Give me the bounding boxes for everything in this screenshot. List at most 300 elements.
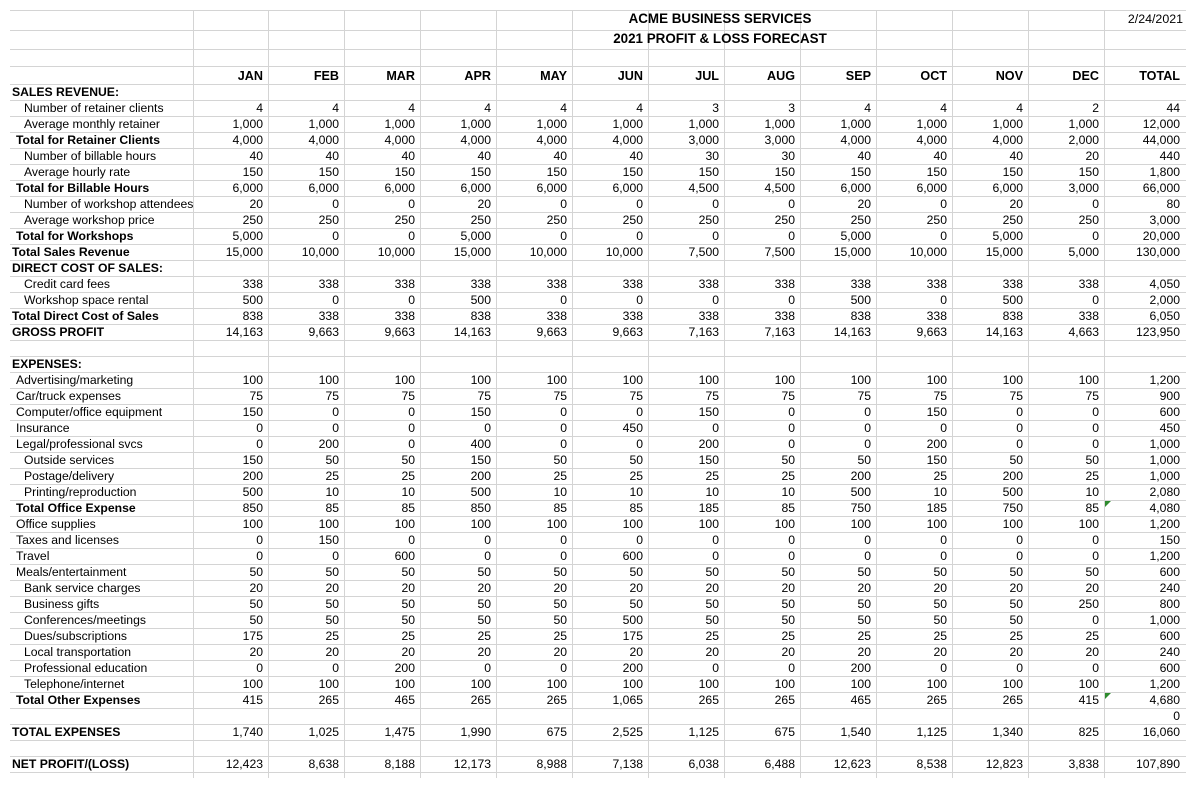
row-label[interactable]: Dues/subscriptions bbox=[24, 629, 127, 643]
value-cell[interactable]: 100 bbox=[1002, 373, 1023, 387]
value-cell[interactable]: 0 bbox=[712, 229, 719, 243]
value-cell[interactable]: 150 bbox=[774, 165, 795, 179]
value-cell[interactable]: 500 bbox=[1002, 293, 1023, 307]
value-cell[interactable]: 20 bbox=[1085, 581, 1099, 595]
value-cell[interactable]: 1,000 bbox=[764, 117, 795, 131]
value-cell[interactable]: 338 bbox=[470, 277, 491, 291]
value-cell[interactable]: 0 bbox=[636, 405, 643, 419]
row-label[interactable]: Total for Retainer Clients bbox=[16, 133, 161, 147]
value-cell[interactable]: 0 bbox=[864, 549, 871, 563]
value-cell[interactable]: 10 bbox=[933, 485, 947, 499]
value-cell[interactable]: 50 bbox=[249, 565, 263, 579]
report-date[interactable]: 2/24/2021 bbox=[1127, 12, 1183, 26]
value-cell[interactable]: 100 bbox=[622, 373, 643, 387]
value-cell[interactable]: 6,050 bbox=[1149, 309, 1180, 323]
value-cell[interactable]: 10 bbox=[553, 485, 567, 499]
column-header-jul[interactable]: JUL bbox=[695, 69, 719, 83]
row-label[interactable]: Computer/office equipment bbox=[16, 405, 163, 419]
row-label[interactable]: Office supplies bbox=[16, 517, 96, 531]
value-cell[interactable]: 500 bbox=[622, 613, 643, 627]
value-cell[interactable]: 9,663 bbox=[536, 325, 567, 339]
value-cell[interactable]: 8,188 bbox=[384, 757, 415, 771]
value-cell[interactable]: 20 bbox=[933, 645, 947, 659]
value-cell[interactable]: 338 bbox=[698, 277, 719, 291]
value-cell[interactable]: 100 bbox=[850, 373, 871, 387]
value-cell[interactable]: 6,038 bbox=[688, 757, 719, 771]
value-cell[interactable]: 100 bbox=[242, 517, 263, 531]
value-cell[interactable]: 150 bbox=[698, 165, 719, 179]
value-cell[interactable]: 4 bbox=[940, 101, 947, 115]
value-cell[interactable]: 600 bbox=[622, 549, 643, 563]
value-cell[interactable]: 12,423 bbox=[225, 757, 263, 771]
value-cell[interactable]: 1,000 bbox=[1068, 117, 1099, 131]
value-cell[interactable]: 10 bbox=[705, 485, 719, 499]
value-cell[interactable]: 40 bbox=[857, 149, 871, 163]
value-cell[interactable]: 20 bbox=[1085, 645, 1099, 659]
value-cell[interactable]: 20 bbox=[1009, 581, 1023, 595]
value-cell[interactable]: 50 bbox=[325, 565, 339, 579]
value-cell[interactable]: 838 bbox=[470, 309, 491, 323]
row-label[interactable]: Telephone/internet bbox=[24, 677, 125, 691]
value-cell[interactable]: 25 bbox=[705, 629, 719, 643]
value-cell[interactable]: 0 bbox=[636, 293, 643, 307]
value-cell[interactable]: 200 bbox=[698, 437, 719, 451]
value-cell[interactable]: 3,000 bbox=[1149, 213, 1180, 227]
value-cell[interactable]: 250 bbox=[622, 213, 643, 227]
value-cell[interactable]: 150 bbox=[698, 405, 719, 419]
value-cell[interactable]: 4,000 bbox=[916, 133, 947, 147]
value-cell[interactable]: 75 bbox=[1009, 389, 1023, 403]
value-cell[interactable]: 100 bbox=[1002, 677, 1023, 691]
value-cell[interactable]: 465 bbox=[394, 693, 415, 707]
value-cell[interactable]: 20 bbox=[553, 645, 567, 659]
value-cell[interactable]: 14,163 bbox=[985, 325, 1023, 339]
value-cell[interactable]: 0 bbox=[1092, 549, 1099, 563]
value-cell[interactable]: 0 bbox=[1092, 661, 1099, 675]
value-cell[interactable]: 1,000 bbox=[1149, 469, 1180, 483]
value-cell[interactable]: 4,000 bbox=[308, 133, 339, 147]
value-cell[interactable]: 265 bbox=[1002, 693, 1023, 707]
value-cell[interactable]: 0 bbox=[1016, 405, 1023, 419]
value-cell[interactable]: 25 bbox=[1085, 469, 1099, 483]
row-label[interactable]: Total Office Expense bbox=[16, 501, 136, 515]
value-cell[interactable]: 250 bbox=[242, 213, 263, 227]
value-cell[interactable]: 50 bbox=[629, 597, 643, 611]
value-cell[interactable]: 338 bbox=[318, 309, 339, 323]
value-cell[interactable]: 9,663 bbox=[384, 325, 415, 339]
value-cell[interactable]: 6,000 bbox=[612, 181, 643, 195]
value-cell[interactable]: 150 bbox=[850, 165, 871, 179]
value-cell[interactable]: 20 bbox=[401, 645, 415, 659]
value-cell[interactable]: 85 bbox=[401, 501, 415, 515]
value-cell[interactable]: 1,200 bbox=[1149, 517, 1180, 531]
value-cell[interactable]: 0 bbox=[408, 197, 415, 211]
value-cell[interactable]: 675 bbox=[774, 725, 795, 739]
value-cell[interactable]: 150 bbox=[926, 405, 947, 419]
value-cell[interactable]: 0 bbox=[408, 293, 415, 307]
value-cell[interactable]: 10,000 bbox=[605, 245, 643, 259]
value-cell[interactable]: 20 bbox=[781, 645, 795, 659]
value-cell[interactable]: 100 bbox=[1002, 517, 1023, 531]
value-cell[interactable]: 0 bbox=[408, 437, 415, 451]
row-label[interactable]: NET PROFIT/(LOSS) bbox=[12, 757, 130, 771]
value-cell[interactable]: 100 bbox=[394, 677, 415, 691]
value-cell[interactable]: 50 bbox=[401, 453, 415, 467]
value-cell[interactable]: 7,163 bbox=[764, 325, 795, 339]
value-cell[interactable]: 15,000 bbox=[225, 245, 263, 259]
value-cell[interactable]: 14,163 bbox=[225, 325, 263, 339]
row-label[interactable]: Travel bbox=[16, 549, 50, 563]
value-cell[interactable]: 2,000 bbox=[1068, 133, 1099, 147]
value-cell[interactable]: 6,000 bbox=[460, 181, 491, 195]
value-cell[interactable]: 20 bbox=[477, 581, 491, 595]
value-cell[interactable]: 150 bbox=[242, 405, 263, 419]
value-cell[interactable]: 500 bbox=[850, 293, 871, 307]
value-cell[interactable]: 50 bbox=[1009, 597, 1023, 611]
value-cell[interactable]: 5,000 bbox=[232, 229, 263, 243]
value-cell[interactable]: 50 bbox=[857, 597, 871, 611]
value-cell[interactable]: 7,500 bbox=[764, 245, 795, 259]
value-cell[interactable]: 9,663 bbox=[308, 325, 339, 339]
value-cell[interactable]: 50 bbox=[249, 597, 263, 611]
row-label[interactable]: Average monthly retainer bbox=[24, 117, 160, 131]
value-cell[interactable]: 0 bbox=[712, 661, 719, 675]
value-cell[interactable]: 100 bbox=[394, 373, 415, 387]
value-cell[interactable]: 6,000 bbox=[536, 181, 567, 195]
value-cell[interactable]: 338 bbox=[774, 309, 795, 323]
value-cell[interactable]: 500 bbox=[470, 293, 491, 307]
value-cell[interactable]: 0 bbox=[560, 421, 567, 435]
value-cell[interactable]: 1,000 bbox=[460, 117, 491, 131]
value-cell[interactable]: 150 bbox=[926, 165, 947, 179]
value-cell[interactable]: 838 bbox=[1002, 309, 1023, 323]
value-cell[interactable]: 15,000 bbox=[985, 245, 1023, 259]
value-cell[interactable]: 75 bbox=[477, 389, 491, 403]
value-cell[interactable]: 1,000 bbox=[688, 117, 719, 131]
value-cell[interactable]: 44,000 bbox=[1142, 133, 1180, 147]
value-cell[interactable]: 100 bbox=[1078, 373, 1099, 387]
value-cell[interactable]: 6,000 bbox=[992, 181, 1023, 195]
row-label[interactable]: Conferences/meetings bbox=[24, 613, 146, 627]
value-cell[interactable]: 50 bbox=[1085, 453, 1099, 467]
value-cell[interactable]: 6,000 bbox=[232, 181, 263, 195]
value-cell[interactable]: 10 bbox=[629, 485, 643, 499]
value-cell[interactable]: 50 bbox=[629, 453, 643, 467]
value-cell[interactable]: 12,000 bbox=[1142, 117, 1180, 131]
value-cell[interactable]: 50 bbox=[553, 453, 567, 467]
value-cell[interactable]: 1,000 bbox=[612, 117, 643, 131]
value-cell[interactable]: 100 bbox=[470, 373, 491, 387]
value-cell[interactable]: 675 bbox=[546, 725, 567, 739]
value-cell[interactable]: 0 bbox=[788, 437, 795, 451]
value-cell[interactable]: 100 bbox=[926, 373, 947, 387]
value-cell[interactable]: 0 bbox=[1092, 533, 1099, 547]
value-cell[interactable]: 0 bbox=[332, 197, 339, 211]
value-cell[interactable]: 338 bbox=[546, 277, 567, 291]
value-cell[interactable]: 7,163 bbox=[688, 325, 719, 339]
value-cell[interactable]: 0 bbox=[940, 229, 947, 243]
value-cell[interactable]: 6,000 bbox=[916, 181, 947, 195]
row-label[interactable]: Number of workshop attendees bbox=[24, 197, 194, 211]
value-cell[interactable]: 1,025 bbox=[308, 725, 339, 739]
value-cell[interactable]: 0 bbox=[940, 293, 947, 307]
value-cell[interactable]: 50 bbox=[933, 565, 947, 579]
value-cell[interactable]: 250 bbox=[546, 213, 567, 227]
column-header-sep[interactable]: SEP bbox=[845, 69, 871, 83]
value-cell[interactable]: 20 bbox=[1085, 149, 1099, 163]
value-cell[interactable]: 40 bbox=[629, 149, 643, 163]
value-cell[interactable]: 600 bbox=[394, 549, 415, 563]
value-cell[interactable]: 338 bbox=[622, 309, 643, 323]
value-cell[interactable]: 20 bbox=[857, 645, 871, 659]
value-cell[interactable]: 4,000 bbox=[536, 133, 567, 147]
value-cell[interactable]: 100 bbox=[774, 677, 795, 691]
column-header-feb[interactable]: FEB bbox=[313, 69, 339, 83]
value-cell[interactable]: 50 bbox=[401, 597, 415, 611]
row-label[interactable]: Credit card fees bbox=[24, 277, 111, 291]
value-cell[interactable]: 265 bbox=[318, 693, 339, 707]
value-cell[interactable]: 40 bbox=[477, 149, 491, 163]
value-cell[interactable]: 50 bbox=[553, 597, 567, 611]
value-cell[interactable]: 25 bbox=[325, 629, 339, 643]
value-cell[interactable]: 100 bbox=[318, 677, 339, 691]
value-cell[interactable]: 1,000 bbox=[308, 117, 339, 131]
value-cell[interactable]: 0 bbox=[864, 437, 871, 451]
value-cell[interactable]: 100 bbox=[774, 373, 795, 387]
row-label[interactable]: Printing/reproduction bbox=[24, 485, 137, 499]
value-cell[interactable]: 4,000 bbox=[992, 133, 1023, 147]
value-cell[interactable]: 4,680 bbox=[1149, 693, 1180, 707]
value-cell[interactable]: 0 bbox=[940, 197, 947, 211]
row-label[interactable]: Average workshop price bbox=[24, 213, 155, 227]
column-header-aug[interactable]: AUG bbox=[767, 69, 795, 83]
value-cell[interactable]: 5,000 bbox=[1068, 245, 1099, 259]
value-cell[interactable]: 75 bbox=[857, 389, 871, 403]
value-cell[interactable]: 50 bbox=[705, 597, 719, 611]
value-cell[interactable]: 4 bbox=[332, 101, 339, 115]
value-cell[interactable]: 50 bbox=[781, 453, 795, 467]
value-cell[interactable]: 100 bbox=[622, 517, 643, 531]
value-cell[interactable]: 10 bbox=[401, 485, 415, 499]
value-cell[interactable]: 150 bbox=[470, 453, 491, 467]
value-cell[interactable]: 1,000 bbox=[1149, 437, 1180, 451]
value-cell[interactable]: 7,138 bbox=[612, 757, 643, 771]
value-cell[interactable]: 1,000 bbox=[1149, 613, 1180, 627]
column-header-oct[interactable]: OCT bbox=[920, 69, 947, 83]
value-cell[interactable]: 100 bbox=[318, 517, 339, 531]
value-cell[interactable]: 500 bbox=[1002, 485, 1023, 499]
value-cell[interactable]: 4,000 bbox=[232, 133, 263, 147]
value-cell[interactable]: 6,000 bbox=[308, 181, 339, 195]
value-cell[interactable]: 465 bbox=[850, 693, 871, 707]
value-cell[interactable]: 15,000 bbox=[453, 245, 491, 259]
value-cell[interactable]: 600 bbox=[1159, 405, 1180, 419]
value-cell[interactable]: 20 bbox=[629, 581, 643, 595]
value-cell[interactable]: 40 bbox=[325, 149, 339, 163]
row-label[interactable]: Total Sales Revenue bbox=[12, 245, 130, 259]
value-cell[interactable]: 0 bbox=[484, 421, 491, 435]
value-cell[interactable]: 25 bbox=[477, 629, 491, 643]
value-cell[interactable]: 0 bbox=[332, 661, 339, 675]
value-cell[interactable]: 0 bbox=[1092, 613, 1099, 627]
value-cell[interactable]: 850 bbox=[470, 501, 491, 515]
value-cell[interactable]: 20 bbox=[249, 581, 263, 595]
value-cell[interactable]: 0 bbox=[332, 229, 339, 243]
value-cell[interactable]: 50 bbox=[705, 565, 719, 579]
value-cell[interactable]: 338 bbox=[1078, 309, 1099, 323]
value-cell[interactable]: 338 bbox=[774, 277, 795, 291]
value-cell[interactable]: 265 bbox=[698, 693, 719, 707]
value-cell[interactable]: 500 bbox=[850, 485, 871, 499]
row-label[interactable]: SALES REVENUE: bbox=[12, 85, 119, 99]
value-cell[interactable]: 20 bbox=[325, 645, 339, 659]
value-cell[interactable]: 200 bbox=[850, 469, 871, 483]
value-cell[interactable]: 338 bbox=[394, 309, 415, 323]
value-cell[interactable]: 100 bbox=[926, 517, 947, 531]
row-label[interactable]: Outside services bbox=[24, 453, 115, 467]
row-label[interactable]: Total for Billable Hours bbox=[16, 181, 150, 195]
value-cell[interactable]: 75 bbox=[401, 389, 415, 403]
column-header-mar[interactable]: MAR bbox=[386, 69, 415, 83]
value-cell[interactable]: 75 bbox=[705, 389, 719, 403]
value-cell[interactable]: 1,740 bbox=[232, 725, 263, 739]
value-cell[interactable]: 250 bbox=[850, 213, 871, 227]
value-cell[interactable]: 50 bbox=[477, 613, 491, 627]
value-cell[interactable]: 4 bbox=[256, 101, 263, 115]
value-cell[interactable]: 50 bbox=[705, 613, 719, 627]
value-cell[interactable]: 20 bbox=[477, 197, 491, 211]
value-cell[interactable]: 0 bbox=[864, 533, 871, 547]
value-cell[interactable]: 0 bbox=[256, 661, 263, 675]
value-cell[interactable]: 0 bbox=[1173, 709, 1180, 723]
value-cell[interactable]: 3,838 bbox=[1068, 757, 1099, 771]
value-cell[interactable]: 50 bbox=[857, 565, 871, 579]
value-cell[interactable]: 50 bbox=[325, 613, 339, 627]
value-cell[interactable]: 3,000 bbox=[688, 133, 719, 147]
value-cell[interactable]: 250 bbox=[1002, 213, 1023, 227]
value-cell[interactable]: 25 bbox=[781, 629, 795, 643]
value-cell[interactable]: 2,080 bbox=[1149, 485, 1180, 499]
value-cell[interactable]: 100 bbox=[394, 517, 415, 531]
value-cell[interactable]: 40 bbox=[1009, 149, 1023, 163]
value-cell[interactable]: 200 bbox=[926, 437, 947, 451]
row-label[interactable]: Business gifts bbox=[24, 597, 100, 611]
value-cell[interactable]: 50 bbox=[1009, 453, 1023, 467]
value-cell[interactable]: 250 bbox=[926, 213, 947, 227]
row-label[interactable]: TOTAL EXPENSES bbox=[12, 725, 121, 739]
value-cell[interactable]: 25 bbox=[933, 469, 947, 483]
value-cell[interactable]: 20 bbox=[781, 581, 795, 595]
value-cell[interactable]: 0 bbox=[712, 293, 719, 307]
value-cell[interactable]: 100 bbox=[850, 517, 871, 531]
value-cell[interactable]: 50 bbox=[781, 613, 795, 627]
value-cell[interactable]: 250 bbox=[318, 213, 339, 227]
value-cell[interactable]: 0 bbox=[332, 549, 339, 563]
column-header-may[interactable]: MAY bbox=[540, 69, 567, 83]
value-cell[interactable]: 0 bbox=[1016, 533, 1023, 547]
value-cell[interactable]: 240 bbox=[1159, 645, 1180, 659]
value-cell[interactable]: 4,663 bbox=[1068, 325, 1099, 339]
value-cell[interactable]: 9,663 bbox=[612, 325, 643, 339]
value-cell[interactable]: 800 bbox=[1159, 597, 1180, 611]
value-cell[interactable]: 50 bbox=[857, 613, 871, 627]
value-cell[interactable]: 0 bbox=[788, 197, 795, 211]
value-cell[interactable]: 4 bbox=[864, 101, 871, 115]
value-cell[interactable]: 200 bbox=[622, 661, 643, 675]
value-cell[interactable]: 3 bbox=[712, 101, 719, 115]
value-cell[interactable]: 0 bbox=[788, 229, 795, 243]
value-cell[interactable]: 80 bbox=[1166, 197, 1180, 211]
value-cell[interactable]: 1,340 bbox=[992, 725, 1023, 739]
value-cell[interactable]: 1,000 bbox=[916, 117, 947, 131]
value-cell[interactable]: 25 bbox=[857, 629, 871, 643]
value-cell[interactable]: 1,000 bbox=[1149, 453, 1180, 467]
value-cell[interactable]: 0 bbox=[408, 229, 415, 243]
value-cell[interactable]: 40 bbox=[249, 149, 263, 163]
value-cell[interactable]: 150 bbox=[318, 165, 339, 179]
value-cell[interactable]: 0 bbox=[484, 549, 491, 563]
value-cell[interactable]: 0 bbox=[788, 661, 795, 675]
value-cell[interactable]: 100 bbox=[546, 373, 567, 387]
value-cell[interactable]: 20 bbox=[705, 645, 719, 659]
value-cell[interactable]: 185 bbox=[698, 501, 719, 515]
value-cell[interactable]: 0 bbox=[788, 421, 795, 435]
value-cell[interactable]: 50 bbox=[857, 453, 871, 467]
value-cell[interactable]: 50 bbox=[553, 565, 567, 579]
value-cell[interactable]: 2,525 bbox=[612, 725, 643, 739]
value-cell[interactable]: 150 bbox=[1002, 165, 1023, 179]
value-cell[interactable]: 20 bbox=[477, 645, 491, 659]
value-cell[interactable]: 12,823 bbox=[985, 757, 1023, 771]
company-title[interactable]: ACME BUSINESS SERVICES bbox=[628, 11, 812, 26]
value-cell[interactable]: 200 bbox=[470, 469, 491, 483]
value-cell[interactable]: 50 bbox=[325, 453, 339, 467]
value-cell[interactable]: 1,000 bbox=[232, 117, 263, 131]
value-cell[interactable]: 0 bbox=[788, 405, 795, 419]
value-cell[interactable]: 25 bbox=[553, 629, 567, 643]
value-cell[interactable]: 10 bbox=[1085, 485, 1099, 499]
value-cell[interactable]: 1,990 bbox=[460, 725, 491, 739]
value-cell[interactable]: 1,125 bbox=[688, 725, 719, 739]
value-cell[interactable]: 85 bbox=[629, 501, 643, 515]
row-label[interactable]: GROSS PROFIT bbox=[12, 325, 105, 339]
value-cell[interactable]: 85 bbox=[553, 501, 567, 515]
value-cell[interactable]: 0 bbox=[560, 293, 567, 307]
value-cell[interactable]: 338 bbox=[394, 277, 415, 291]
value-cell[interactable]: 1,000 bbox=[536, 117, 567, 131]
row-label[interactable]: EXPENSES: bbox=[12, 357, 82, 371]
value-cell[interactable]: 1,200 bbox=[1149, 677, 1180, 691]
value-cell[interactable]: 450 bbox=[622, 421, 643, 435]
value-cell[interactable]: 600 bbox=[1159, 565, 1180, 579]
value-cell[interactable]: 25 bbox=[933, 629, 947, 643]
row-label[interactable]: Meals/entertainment bbox=[16, 565, 127, 579]
value-cell[interactable]: 0 bbox=[1016, 549, 1023, 563]
value-cell[interactable]: 750 bbox=[1002, 501, 1023, 515]
value-cell[interactable]: 40 bbox=[401, 149, 415, 163]
column-header-jan[interactable]: JAN bbox=[237, 69, 263, 83]
value-cell[interactable]: 3,000 bbox=[764, 133, 795, 147]
value-cell[interactable]: 0 bbox=[1092, 293, 1099, 307]
value-cell[interactable]: 0 bbox=[1092, 437, 1099, 451]
value-cell[interactable]: 14,163 bbox=[833, 325, 871, 339]
value-cell[interactable]: 30 bbox=[705, 149, 719, 163]
value-cell[interactable]: 250 bbox=[774, 213, 795, 227]
value-cell[interactable]: 30 bbox=[781, 149, 795, 163]
value-cell[interactable]: 150 bbox=[926, 453, 947, 467]
value-cell[interactable]: 750 bbox=[850, 501, 871, 515]
value-cell[interactable]: 338 bbox=[926, 277, 947, 291]
